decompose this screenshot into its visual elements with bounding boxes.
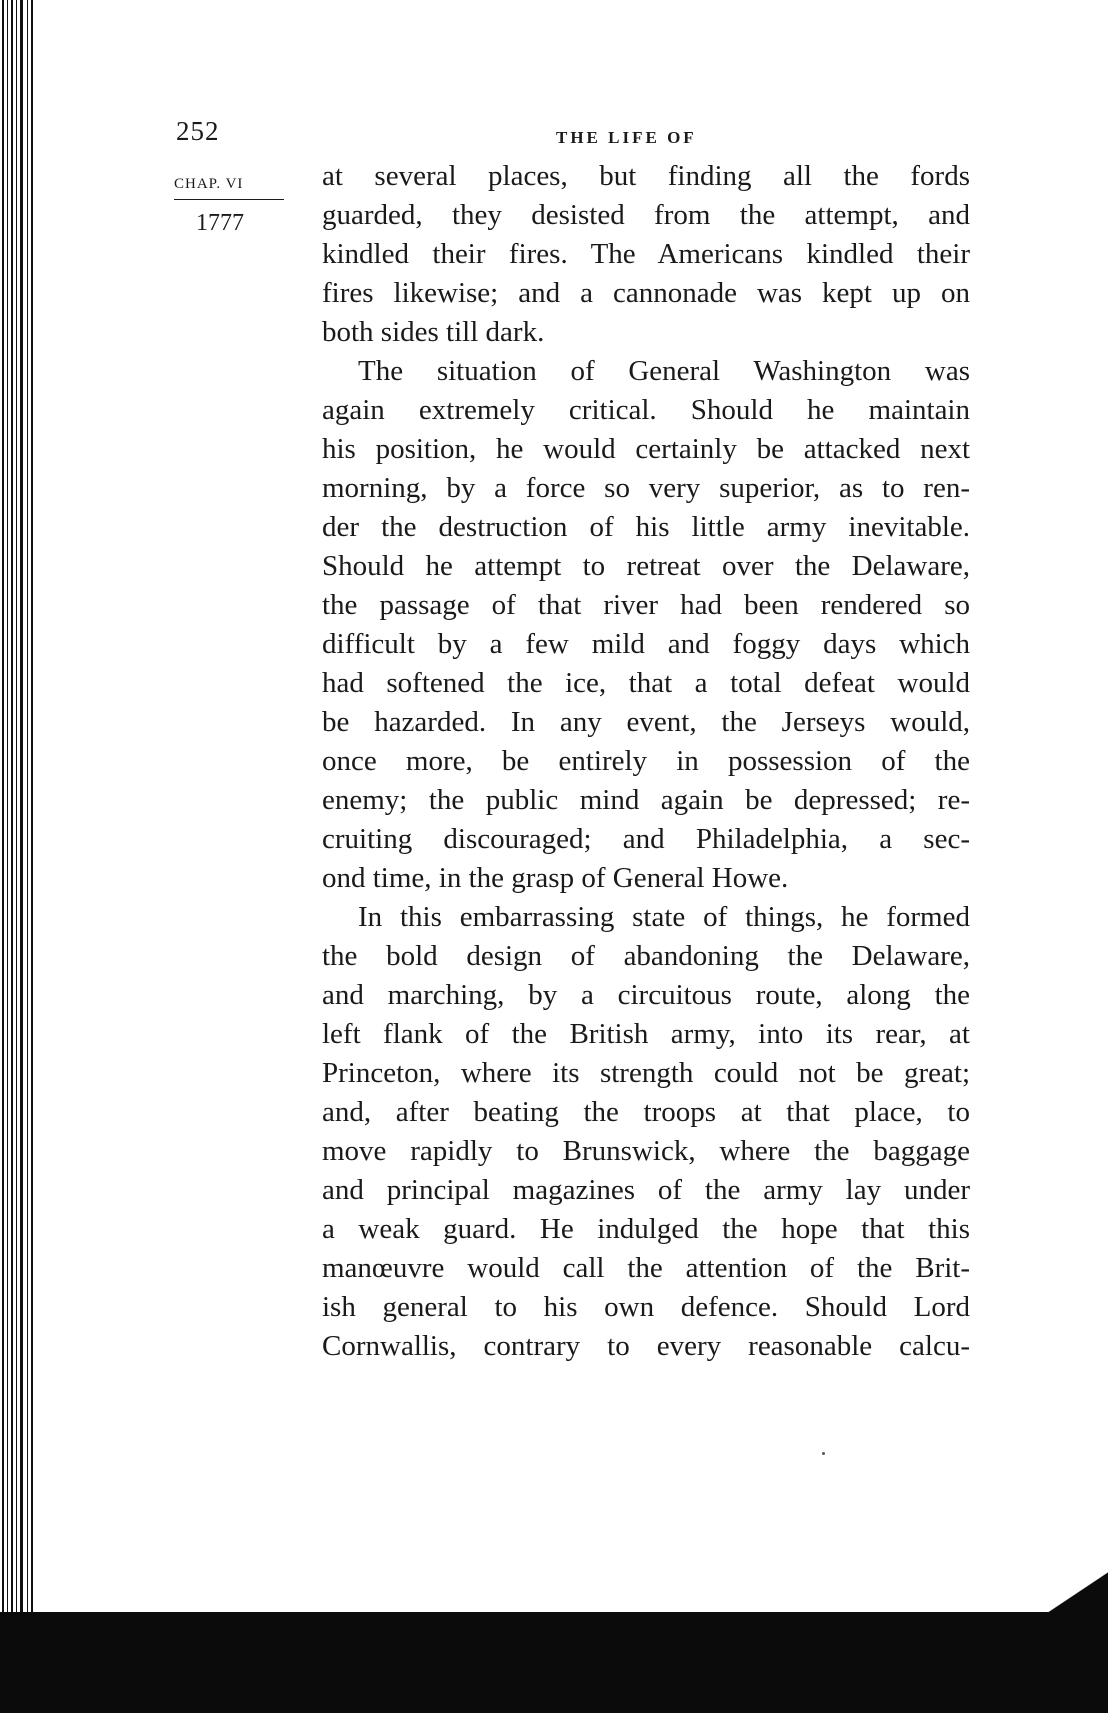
text-line: the bold design of abandoning the Delaware, — [322, 940, 970, 972]
text-line: be hazarded. In any event, the Jerseys would, — [322, 706, 970, 738]
text-line: had softened the ice, that a total defeat would — [322, 667, 970, 699]
text-line: difficult by a few mild and foggy days which — [322, 628, 970, 660]
paragraph-1 — [322, 157, 970, 352]
margin-year: 1777 — [196, 210, 244, 236]
stray-mark — [822, 1452, 825, 1455]
binding-edge — [0, 0, 40, 1713]
paragraph-2 — [322, 352, 970, 898]
text-line: fires likewise; and a cannonade was kept up on — [322, 277, 970, 309]
text-line: again extremely critical. Should he maintain — [322, 394, 970, 426]
text-line: cruiting discouraged; and Philadelphia, a sec- — [322, 823, 970, 855]
text-line: move rapidly to Brunswick, where the baggage — [322, 1135, 970, 1167]
text-line: In this embarrassing state of things, he formed — [358, 901, 970, 933]
text-line: and principal magazines of the army lay under — [322, 1174, 970, 1206]
margin-chapter-label: CHAP. VI — [174, 176, 284, 200]
text-line: Princeton, where its strength could not be great; — [322, 1057, 970, 1089]
text-line: both sides till dark. — [322, 316, 545, 348]
text-line: the passage of that river had been rendered so — [322, 589, 970, 621]
text-line: kindled their fires. The Americans kindled their — [322, 238, 970, 270]
text-line: Should he attempt to retreat over the Delaware, — [322, 550, 970, 582]
running-head: THE LIFE OF — [556, 128, 697, 147]
text-line: ish general to his own defence. Should Lord — [322, 1291, 970, 1323]
text-line: Cornwallis, contrary to every reasonable calcu- — [322, 1330, 970, 1362]
text-line: The situation of General Washington was — [358, 355, 970, 387]
page-number: 252 — [176, 116, 220, 146]
text-line: and, after beating the troops at that place, to — [322, 1096, 970, 1128]
text-line: left flank of the British army, into its rear, at — [322, 1018, 970, 1050]
text-line: morning, by a force so very superior, as to ren- — [322, 472, 970, 504]
text-line: a weak guard. He indulged the hope that this — [322, 1213, 970, 1245]
text-line: manœuvre would call the attention of the Brit- — [322, 1252, 970, 1284]
text-line: and marching, by a circuitous route, along the — [322, 979, 970, 1011]
text-line: der the destruction of his little army inevitable. — [322, 511, 970, 543]
text-line: at several places, but finding all the fords — [322, 160, 970, 192]
paragraph-3 — [322, 898, 970, 1366]
text-line: enemy; the public mind again be depressed; re- — [322, 784, 970, 816]
text-line: once more, be entirely in possession of the — [322, 745, 970, 777]
body-text — [322, 157, 970, 1366]
text-line: guarded, they desisted from the attempt, and — [322, 199, 970, 231]
scan-bottom-edge — [0, 1612, 1108, 1713]
text-line: his position, he would certainly be attacked next — [322, 433, 970, 465]
text-line: ond time, in the grasp of General Howe. — [322, 862, 789, 894]
